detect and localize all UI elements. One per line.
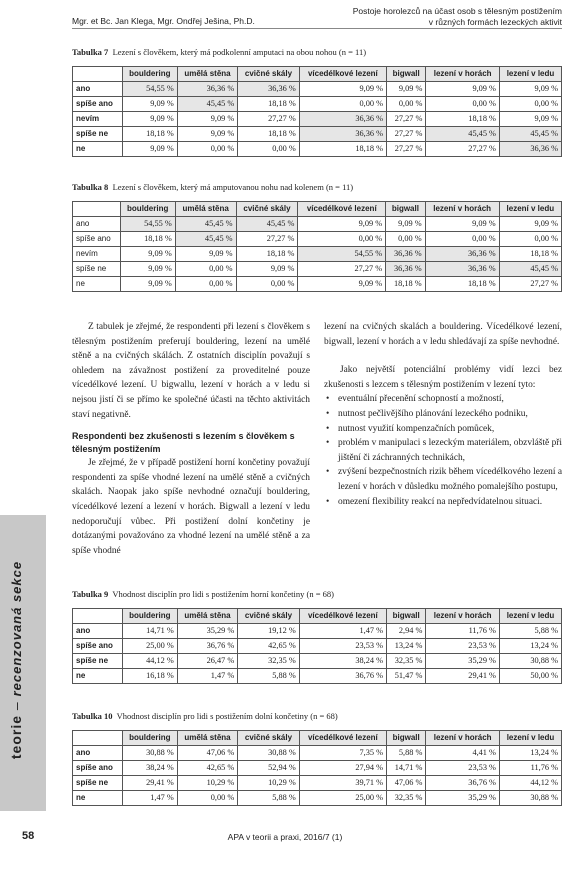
table-cell: 45,45 % — [177, 97, 237, 112]
table-row — [73, 247, 562, 262]
table-cell: 47,06 % — [387, 776, 426, 791]
header-title-line2: v různých formách lezeckých aktivit — [428, 17, 562, 27]
list-item: • zvýšení bezpečnostních rizik během vícedélkového lezení a lezení v horách v důsledku možného pomalejšího postupu, — [324, 465, 562, 494]
table-7 — [72, 66, 562, 157]
table-row — [73, 791, 562, 806]
table-cell: 36,36 % — [499, 142, 561, 157]
table-cell: 14,71 % — [122, 624, 177, 639]
row-label: spíše ne — [73, 654, 123, 669]
column-header: lezení v horách — [426, 731, 500, 746]
table-cell: 9,09 % — [175, 247, 236, 262]
paragraph-2: Je zřejmé, že v případě postižení horní končetiny považují respondenti za spíše vhodné lezení na umělé stěně a cvičných skalách. Naopak jako spíše nevhodné označují bouldering, vícedélkové lezení a lezení v horách. Bigwall a lezení v ledu nedoporučují vůbec. Při postižení dolní končetiny je dotázanými považováno za vhodné lezení na umělé stěně a za spíše vhodné — [72, 458, 310, 556]
column-header: vícedélkové lezení — [299, 609, 386, 624]
table-cell: 36,36 % — [299, 112, 386, 127]
table-cell: 25,00 % — [122, 639, 177, 654]
table-cell: 27,27 % — [298, 262, 386, 277]
table-header-row — [73, 609, 562, 624]
table-cell: 36,36 % — [177, 82, 237, 97]
column-header: lezení v horách — [425, 202, 499, 217]
table-cell: 47,06 % — [177, 746, 237, 761]
table-cell: 9,09 % — [299, 82, 386, 97]
table-cell: 30,88 % — [122, 746, 177, 761]
column-header: umělá stěna — [177, 731, 237, 746]
table-cell: 1,47 % — [177, 669, 237, 684]
row-label: spíše ne — [73, 262, 121, 277]
table-cell: 7,35 % — [299, 746, 386, 761]
table-cell: 39,71 % — [299, 776, 386, 791]
table-7-label: Tabulka 7 — [72, 47, 109, 57]
table-cell: 50,00 % — [499, 669, 561, 684]
list-item: • nutnost pečlivějšího plánování lezeckého podniku, — [324, 407, 562, 422]
table-cell: 0,00 % — [386, 232, 426, 247]
column-header: bouldering — [120, 202, 175, 217]
row-label: spíše ne — [73, 776, 123, 791]
table-cell: 30,88 % — [499, 654, 561, 669]
table-cell: 0,00 % — [177, 791, 237, 806]
table-row — [73, 232, 562, 247]
table-cell: 9,09 % — [298, 277, 386, 292]
row-label: ano — [73, 746, 123, 761]
paragraph-3: lezení na cvičných skalách a bouldering. Vícedélkové lezení, bigwall, lezení v horách a v ledu shledávají za spíše nevhodné. — [324, 322, 562, 347]
table-cell: 0,00 % — [238, 142, 300, 157]
table-8-label: Tabulka 8 — [72, 182, 109, 192]
column-header: vícedélkové lezení — [298, 202, 386, 217]
table-header-row — [73, 202, 562, 217]
table-cell: 18,18 % — [499, 247, 561, 262]
table-cell: 54,55 % — [120, 217, 175, 232]
table-row — [73, 761, 562, 776]
table-cell: 18,18 % — [238, 127, 300, 142]
table-cell: 1,47 % — [122, 791, 177, 806]
table-row — [73, 217, 562, 232]
table-cell: 35,29 % — [177, 624, 237, 639]
column-header: lezení v horách — [426, 609, 500, 624]
table-row — [73, 127, 562, 142]
table-cell: 18,18 % — [426, 112, 500, 127]
table-cell: 13,24 % — [387, 639, 426, 654]
table-cell: 11,76 % — [426, 624, 500, 639]
table-cell: 0,00 % — [387, 97, 426, 112]
table-cell: 0,00 % — [177, 142, 237, 157]
row-label: nevím — [73, 247, 121, 262]
table-cell: 45,45 % — [175, 232, 236, 247]
table-cell: 25,00 % — [299, 791, 386, 806]
footer-journal: APA v teorii a praxi, 2016/7 (1) — [227, 832, 343, 842]
table-cell: 36,36 % — [386, 262, 426, 277]
table-cell: 18,18 % — [299, 142, 386, 157]
table-row — [73, 277, 562, 292]
table-10-caption — [72, 711, 338, 721]
table-cell: 5,88 % — [238, 791, 300, 806]
row-label: nevím — [73, 112, 123, 127]
table-cell: 32,35 % — [387, 654, 426, 669]
table-cell: 45,45 % — [236, 217, 298, 232]
table-cell: 9,09 % — [499, 217, 561, 232]
table-cell: 4,41 % — [426, 746, 500, 761]
table-header-row — [73, 731, 562, 746]
column-header: vícedélkové lezení — [299, 67, 386, 82]
table-cell: 32,35 % — [238, 654, 300, 669]
row-label: ano — [73, 217, 121, 232]
table-cell: 23,53 % — [426, 761, 500, 776]
table-cell: 51,47 % — [387, 669, 426, 684]
table-row — [73, 262, 562, 277]
row-label: ne — [73, 791, 123, 806]
table-cell: 54,55 % — [122, 82, 177, 97]
table-cell: 9,09 % — [499, 82, 561, 97]
row-label: ne — [73, 277, 121, 292]
body-column-left — [72, 320, 310, 558]
table-cell: 29,41 % — [426, 669, 500, 684]
table-cell: 9,09 % — [177, 112, 237, 127]
table-cell: 27,27 % — [499, 277, 561, 292]
table-10-label: Tabulka 10 — [72, 711, 113, 721]
column-header: bouldering — [122, 731, 177, 746]
row-label: spíše ano — [73, 97, 123, 112]
table-cell: 36,36 % — [238, 82, 300, 97]
sidebar-part3: recenzovaná sekce — [9, 560, 24, 697]
header-title — [353, 6, 562, 28]
column-header: lezení v ledu — [499, 731, 561, 746]
table-cell: 36,76 % — [177, 639, 237, 654]
table-cell: 13,24 % — [499, 746, 561, 761]
table-cell: 36,36 % — [299, 127, 386, 142]
table-cell: 0,00 % — [298, 232, 386, 247]
table-9 — [72, 608, 562, 684]
table-cell: 5,88 % — [387, 746, 426, 761]
table-cell: 42,65 % — [177, 761, 237, 776]
table-cell: 5,88 % — [499, 624, 561, 639]
column-header: umělá stěna — [177, 67, 237, 82]
table-cell: 1,47 % — [299, 624, 386, 639]
table-cell: 9,09 % — [236, 262, 298, 277]
row-label: spíše ano — [73, 639, 123, 654]
table-cell: 0,00 % — [175, 277, 236, 292]
table-cell: 0,00 % — [426, 97, 500, 112]
table-10 — [72, 730, 562, 806]
table-row — [73, 82, 562, 97]
column-header: cvičné skály — [238, 609, 300, 624]
table-cell: 9,09 % — [122, 142, 177, 157]
table-cell: 35,29 % — [426, 654, 500, 669]
row-label: ne — [73, 669, 123, 684]
page-number: 58 — [22, 830, 35, 842]
column-header: bouldering — [122, 609, 177, 624]
table-9-caption-text: Vhodnost disciplín pro lidi s postižením horní končetiny (n = 68) — [112, 589, 334, 599]
column-header: cvičné skály — [238, 731, 300, 746]
table-cell: 9,09 % — [499, 112, 561, 127]
table-cell: 38,24 % — [122, 761, 177, 776]
column-header: umělá stěna — [175, 202, 236, 217]
table-10-caption-text: Vhodnost disciplín pro lidi s postižením dolní končetiny (n = 68) — [116, 711, 338, 721]
table-row — [73, 624, 562, 639]
row-label: ano — [73, 624, 123, 639]
section-sidebar-label — [8, 515, 24, 805]
table-cell: 9,09 % — [425, 217, 499, 232]
table-cell: 36,36 % — [425, 247, 499, 262]
table-cell: 27,27 % — [387, 127, 426, 142]
table-cell: 30,88 % — [499, 791, 561, 806]
table-corner — [73, 67, 123, 82]
table-cell: 30,88 % — [238, 746, 300, 761]
table-cell: 9,09 % — [120, 262, 175, 277]
table-cell: 2,94 % — [387, 624, 426, 639]
table-8-caption-text: Lezení s člověkem, který má amputovanou nohu nad kolenem (n = 11) — [112, 182, 354, 192]
table-cell: 0,00 % — [425, 232, 499, 247]
table-cell: 23,53 % — [299, 639, 386, 654]
column-header: vícedélkové lezení — [299, 731, 386, 746]
paragraph-4: Jako největší potenciální problémy vidí lezci bez zkušenosti s lezcem s tělesným postižením v lezení tyto: — [324, 365, 562, 390]
table-cell: 9,09 % — [426, 82, 500, 97]
table-cell: 27,27 % — [387, 112, 426, 127]
column-header: lezení v ledu — [499, 202, 561, 217]
table-corner — [73, 731, 123, 746]
body-column-right — [324, 320, 562, 509]
table-cell: 9,09 % — [298, 217, 386, 232]
table-cell: 27,27 % — [238, 112, 300, 127]
row-label: spíše ano — [73, 761, 123, 776]
table-cell: 18,18 % — [122, 127, 177, 142]
row-label: ano — [73, 82, 123, 97]
table-cell: 45,45 % — [499, 262, 561, 277]
table-7-caption — [72, 47, 366, 57]
table-row — [73, 654, 562, 669]
table-9-caption — [72, 589, 334, 599]
table-row — [73, 97, 562, 112]
table-cell: 9,09 % — [387, 82, 426, 97]
table-cell: 18,18 % — [238, 97, 300, 112]
table-cell: 10,29 % — [238, 776, 300, 791]
table-cell: 45,45 % — [499, 127, 561, 142]
table-cell: 18,18 % — [236, 247, 298, 262]
column-header: lezení v ledu — [499, 609, 561, 624]
table-9-label: Tabulka 9 — [72, 589, 109, 599]
header-rule — [72, 28, 562, 29]
table-row — [73, 669, 562, 684]
list-item: • eventuální přecenění schopností a možností, — [324, 392, 562, 407]
table-cell: 9,09 % — [386, 217, 426, 232]
table-cell: 19,12 % — [238, 624, 300, 639]
column-header: lezení v ledu — [499, 67, 561, 82]
table-8-caption — [72, 182, 353, 192]
table-cell: 18,18 % — [386, 277, 426, 292]
table-cell: 36,36 % — [386, 247, 426, 262]
table-cell: 42,65 % — [238, 639, 300, 654]
table-cell: 36,76 % — [299, 669, 386, 684]
list-item: • problém v manipulaci s lezeckým materiálem, obzvláště při jištění či záchranných technikách, — [324, 436, 562, 465]
bullet-list — [324, 392, 562, 509]
table-row — [73, 746, 562, 761]
table-cell: 36,36 % — [425, 262, 499, 277]
table-cell: 11,76 % — [499, 761, 561, 776]
table-cell: 27,27 % — [387, 142, 426, 157]
row-label: ne — [73, 142, 123, 157]
paragraph-1: Z tabulek je zřejmé, že respondenti při lezení s člověkem s tělesným postižením preferují bouldering, lezení na umělé stěně a na cvičných skálách. Z ostatních disciplín považují s ohledem na závažnost postižení za proveditelné pouze vícedélkové lezení. U bigwallu, lezení v horách a v ledu si nejsou jistí či se přímo ke společné účasti na těchto aktivitách staví negativně. — [72, 322, 310, 420]
table-row — [73, 112, 562, 127]
table-cell: 0,00 % — [499, 97, 561, 112]
table-cell: 38,24 % — [299, 654, 386, 669]
column-header: cvičné skály — [238, 67, 300, 82]
table-cell: 10,29 % — [177, 776, 237, 791]
table-cell: 5,88 % — [238, 669, 300, 684]
table-cell: 52,94 % — [238, 761, 300, 776]
table-cell: 23,53 % — [426, 639, 500, 654]
table-7-caption-text: Lezení s člověkem, který má podkolenní amputaci na obou nohou (n = 11) — [112, 47, 367, 57]
table-cell: 16,18 % — [122, 669, 177, 684]
row-label: spíše ano — [73, 232, 121, 247]
table-cell: 44,12 % — [499, 776, 561, 791]
table-8 — [72, 201, 562, 292]
table-corner — [73, 609, 123, 624]
sidebar-part2: – — [8, 696, 24, 715]
table-cell: 45,45 % — [426, 127, 500, 142]
table-cell: 29,41 % — [122, 776, 177, 791]
column-header: lezení v horách — [426, 67, 500, 82]
row-label: spíše ne — [73, 127, 123, 142]
table-header-row — [73, 67, 562, 82]
table-cell: 13,24 % — [499, 639, 561, 654]
column-header: umělá stěna — [177, 609, 237, 624]
list-item: • omezení flexibility reakcí na nepředvídatelnou situaci. — [324, 495, 562, 510]
table-cell: 36,76 % — [426, 776, 500, 791]
column-header: bigwall — [387, 731, 426, 746]
table-cell: 0,00 % — [299, 97, 386, 112]
table-cell: 0,00 % — [499, 232, 561, 247]
table-cell: 9,09 % — [122, 112, 177, 127]
subheading: Respondenti bez zkušenosti s lezením s člověkem s tělesným postižením — [72, 431, 295, 455]
sidebar-part1: teorie — [8, 715, 24, 760]
column-header: bouldering — [122, 67, 177, 82]
table-cell: 9,09 % — [120, 247, 175, 262]
table-cell: 27,27 % — [236, 232, 298, 247]
table-cell: 32,35 % — [387, 791, 426, 806]
table-cell: 9,09 % — [122, 97, 177, 112]
table-row — [73, 142, 562, 157]
table-cell: 45,45 % — [175, 217, 236, 232]
table-cell: 54,55 % — [298, 247, 386, 262]
table-cell: 26,47 % — [177, 654, 237, 669]
table-cell: 0,00 % — [236, 277, 298, 292]
table-cell: 27,27 % — [426, 142, 500, 157]
table-corner — [73, 202, 121, 217]
column-header: bigwall — [386, 202, 426, 217]
table-cell: 18,18 % — [120, 232, 175, 247]
table-cell: 0,00 % — [175, 262, 236, 277]
table-cell: 18,18 % — [425, 277, 499, 292]
table-cell: 9,09 % — [120, 277, 175, 292]
header-title-line1: Postoje horolezců na účast osob s tělesným postižením — [352, 6, 562, 16]
table-cell: 35,29 % — [426, 791, 500, 806]
table-cell: 44,12 % — [122, 654, 177, 669]
list-item: • nutnost využití kompenzačních pomůcek, — [324, 422, 562, 437]
table-cell: 14,71 % — [387, 761, 426, 776]
table-cell: 9,09 % — [177, 127, 237, 142]
table-row — [73, 639, 562, 654]
header-authors: Mgr. et Bc. Jan Klega, Mgr. Ondřej Ješina, Ph.D. — [72, 16, 255, 26]
column-header: bigwall — [387, 67, 426, 82]
table-row — [73, 776, 562, 791]
column-header: cvičné skály — [236, 202, 298, 217]
column-header: bigwall — [387, 609, 426, 624]
table-cell: 27,94 % — [299, 761, 386, 776]
